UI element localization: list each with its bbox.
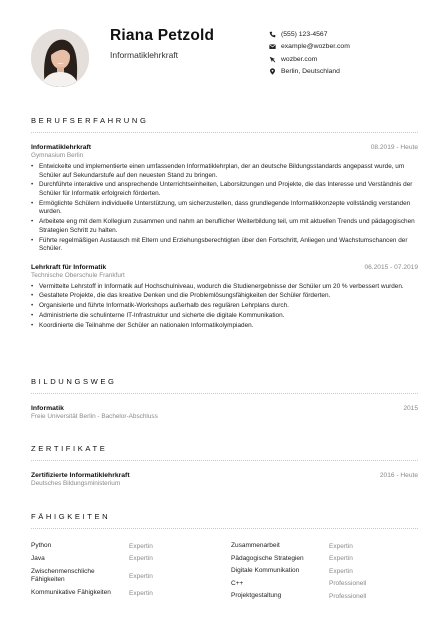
skill-level: Expertin xyxy=(329,555,353,563)
job-bullet: • Ermöglichte Schülern individuelle Unterstützung, um sicherzustellen, dass grundlegende Informatikkonzepte vollständig verstanden wurden. xyxy=(39,200,418,217)
skill-name: Zwischenmenschliche Fähigkeiten xyxy=(31,568,95,583)
contact-website-text[interactable]: wozber.com xyxy=(281,55,318,63)
job-bullet: • Entwickelte und implementierte einen umfassenden Informatiklehrplan, der an deutsche Bildungsstandards angepasst wurde, um Schüler auf Sekundarstufe auf den neuesten Stand zu bringen. xyxy=(39,163,418,180)
job-entry-1 xyxy=(31,144,418,254)
job-bullets xyxy=(31,163,418,254)
contact-location xyxy=(268,66,350,79)
skill-level: Expertin xyxy=(329,542,353,550)
candidate-name: Riana Petzold xyxy=(110,27,215,44)
job-bullets xyxy=(31,283,418,331)
skill-name: Kommunikative Fähigkeiten xyxy=(31,589,111,597)
skill-level: Expertin xyxy=(129,555,153,563)
skill-level: Expertin xyxy=(129,589,153,597)
contact-block xyxy=(268,28,350,78)
envelope-icon xyxy=(268,43,276,51)
contact-email xyxy=(268,41,350,54)
job-bullet: • Arbeitete eng mit dem Kollegium zusammen und nahm an beruflicher Weiterbildung teil, um mit aktuellen Trends und pädagogischen Strategien Schritt zu halten. xyxy=(39,218,418,235)
phone-icon xyxy=(268,30,276,38)
education-date: 2015 xyxy=(403,405,418,412)
skill-name: C++ xyxy=(231,579,244,587)
profile-photo xyxy=(31,29,89,87)
skills-section xyxy=(31,512,418,603)
education-section xyxy=(31,377,418,420)
contact-phone-text: (555) 123-4567 xyxy=(281,30,328,38)
certificate-title: Zertifizierte Informatiklehrkraft xyxy=(31,472,130,479)
experience-heading: BERUFSERFAHRUNG xyxy=(31,116,149,125)
job-bullet: • Gestaltete Projekte, die das kreative Denken und die Problemlösungsfähigkeiten der Schüler förderten. xyxy=(39,292,418,301)
education-subtitle: Freie Universität Berlin - Bachelor-Abschluss xyxy=(31,413,158,420)
skill-name: Zusammenarbeit xyxy=(231,542,280,550)
skill-level: Professionell xyxy=(329,592,367,600)
skill-row xyxy=(231,553,418,566)
skill-name: Java xyxy=(31,554,45,562)
certificates-heading: ZERTIFIKATE xyxy=(31,444,108,453)
contact-email-text[interactable]: example@wozber.com xyxy=(281,43,350,51)
section-divider xyxy=(31,460,418,461)
education-entry xyxy=(31,405,418,420)
job-title: Lehrkraft für Informatik xyxy=(31,263,107,271)
job-dates: 06.2015 - 07.2019 xyxy=(364,263,418,271)
job-dates: 08.2019 - Heute xyxy=(370,144,418,151)
skills-column-right xyxy=(231,540,418,603)
job-entry-2 xyxy=(31,264,418,331)
skill-row xyxy=(231,590,418,603)
section-divider xyxy=(31,528,418,529)
contact-location-text: Berlin, Deutschland xyxy=(281,68,340,76)
education-title: Informatik xyxy=(31,405,64,412)
skill-level: Expertin xyxy=(329,567,353,575)
skill-name: Pädagogische Strategien xyxy=(231,554,304,562)
skill-row xyxy=(31,587,218,600)
contact-phone xyxy=(268,28,350,41)
skill-row xyxy=(31,540,218,553)
certificate-entry xyxy=(31,472,418,487)
section-divider xyxy=(31,393,418,394)
job-title: Informatiklehrkraft xyxy=(31,144,92,151)
certificates-section xyxy=(31,444,418,487)
certificate-subtitle: Deutsches Bildungsministerium xyxy=(31,480,121,487)
job-bullet: • Administrierte die schulinterne IT-Infrastruktur und sicherte die digitale Kommunikation. xyxy=(39,312,418,321)
map-pin-icon xyxy=(268,68,276,76)
skill-name: Digitale Kommunikation xyxy=(231,567,300,575)
experience-section xyxy=(31,116,418,332)
skills-column-left xyxy=(31,540,218,603)
cursor-icon xyxy=(268,55,276,63)
skill-level: Expertin xyxy=(129,542,153,550)
skills-grid xyxy=(31,540,418,603)
skill-row xyxy=(31,565,218,587)
job-bullet: • Organisierte und führte Informatik-Workshops außerhalb des regulären Lehrplans durch. xyxy=(39,302,418,311)
candidate-title: Informatiklehrkraft xyxy=(110,50,179,60)
job-bullet: • Vermittelte Lehrstoff in Informatik auf Hochschulniveau, wodurch die Studienergebnisse der Schüler um 20 % verbessert wurden. xyxy=(39,283,418,292)
skill-row xyxy=(231,565,418,578)
skill-name: Python xyxy=(31,542,52,550)
skill-level: Expertin xyxy=(129,572,153,580)
job-bullet: • Koordinierte die Teilnahme der Schüler an nationalen Informatikolympiaden. xyxy=(39,322,418,331)
portrait-image xyxy=(31,29,89,87)
skill-row xyxy=(31,553,218,566)
skills-heading: FÄHIGKEITEN xyxy=(31,512,111,521)
job-bullet: • Führte regelmäßigen Austausch mit Eltern und Erziehungsberechtigten über den Fortschritt, Anliegen und Wachstumschancen der Schüler. xyxy=(39,237,418,254)
skill-row xyxy=(231,578,418,591)
job-employer: Gymnasium Berlin xyxy=(31,152,84,159)
job-bullet: • Durchführte interaktive und ansprechende Unterrichtseinheiten, Laborsitzungen und Projekte, die das Interesse und Verständnis der Schüler für Informatik erfolgreich förderten. xyxy=(39,181,418,198)
skill-level: Professionell xyxy=(329,580,367,588)
section-divider xyxy=(31,132,418,133)
certificate-date: 2016 - Heute xyxy=(379,472,418,479)
skill-name: Projektgestaltung xyxy=(231,592,282,600)
education-heading: BILDUNGSWEG xyxy=(31,377,117,386)
skill-row xyxy=(231,540,418,553)
contact-website xyxy=(268,53,350,66)
job-employer: Technische Oberschule Frankfurt xyxy=(31,271,125,279)
